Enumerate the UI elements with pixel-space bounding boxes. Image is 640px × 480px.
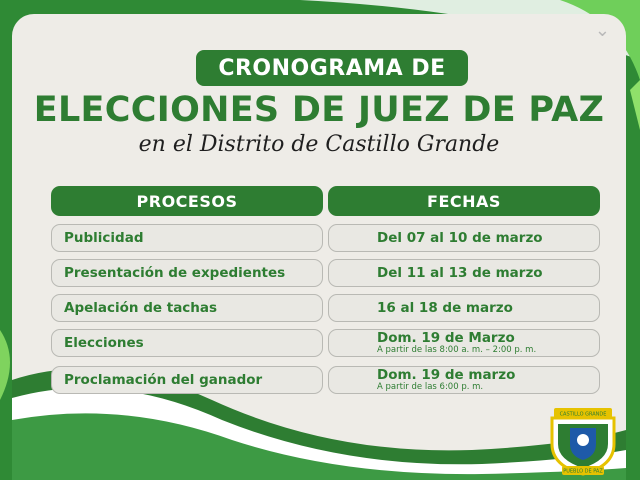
date-cell [328, 224, 600, 252]
process-cell [51, 366, 323, 394]
process-cell [51, 259, 323, 287]
time-note: A partir de las 8:00 a. m. – 2:00 p. m. [377, 345, 537, 355]
date-label: Dom. 19 de Marzo [377, 330, 515, 346]
time-note: A partir de las 6:00 p. m. [377, 382, 484, 392]
page-title: ELECCIONES DE JUEZ DE PAZ [33, 90, 605, 130]
process-cell [51, 294, 323, 322]
logo-top-text: CASTILLO GRANDE [559, 411, 607, 418]
process-label: Presentación de expedientes [64, 265, 286, 281]
process-label: Elecciones [64, 335, 144, 351]
date-label: 16 al 18 de marzo [377, 300, 513, 316]
date-label: Dom. 19 de marzo [377, 367, 516, 383]
process-cell [51, 224, 323, 252]
chevron-down-icon: ⌄ [594, 20, 610, 41]
date-cell [328, 329, 600, 357]
title-badge: CRONOGRAMA DE [196, 50, 468, 86]
process-label: Apelación de tachas [64, 300, 218, 316]
column-header-fechas: FECHAS [328, 186, 600, 216]
date-cell [328, 294, 600, 322]
process-label: Publicidad [64, 230, 144, 246]
logo-bottom-text: PUEBLO DE PAZ [563, 468, 603, 475]
municipal-shield-logo [548, 404, 618, 476]
process-label: Proclamación del ganador [64, 372, 263, 388]
date-label: Del 07 al 10 de marzo [377, 230, 543, 246]
column-header-procesos: PROCESOS [51, 186, 323, 216]
process-cell [51, 329, 323, 357]
date-cell [328, 259, 600, 287]
page-subtitle: en el Distrito de Castillo Grande [138, 132, 500, 157]
date-cell [328, 366, 600, 394]
date-label: Del 11 al 13 de marzo [377, 265, 543, 281]
